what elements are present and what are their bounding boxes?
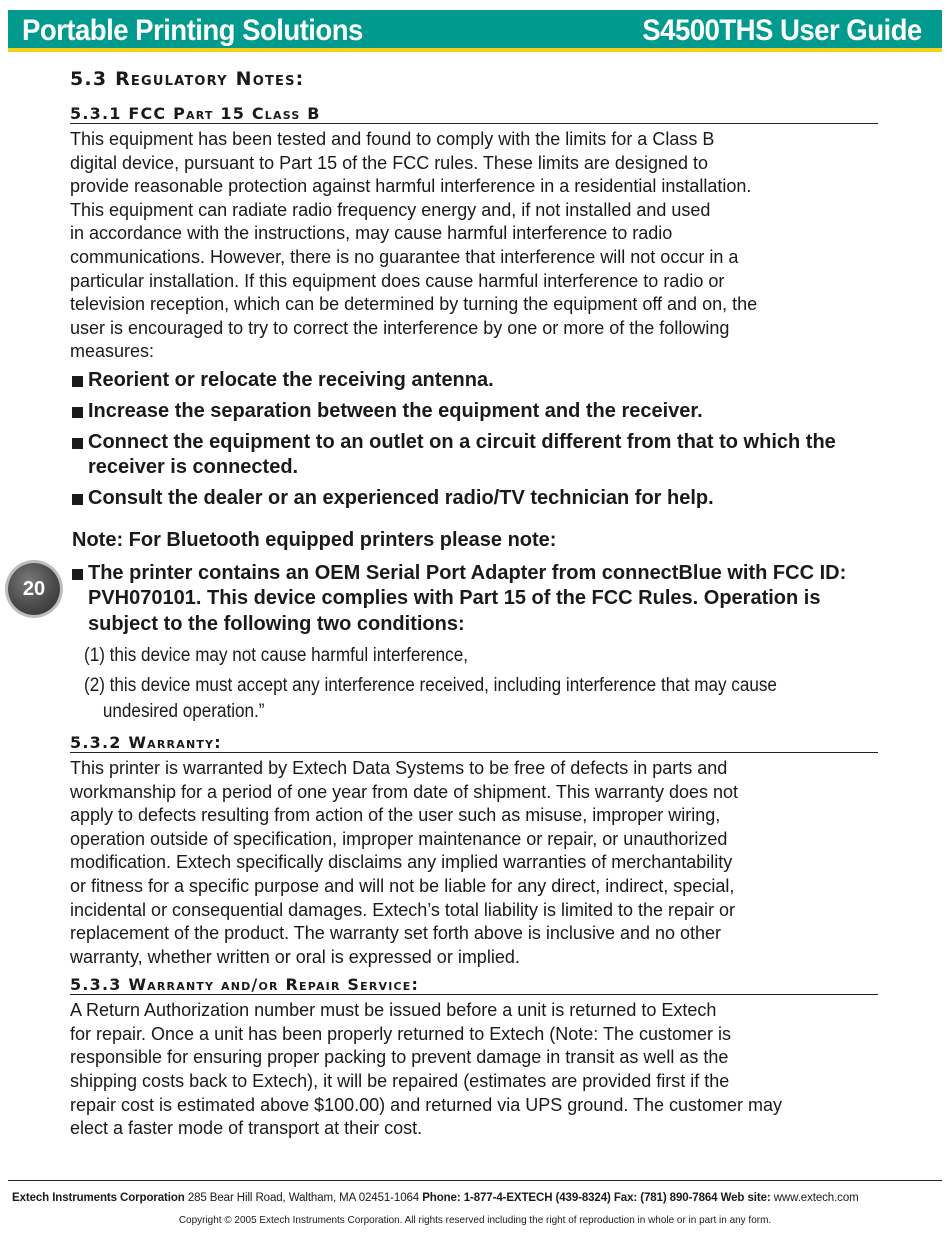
list-item: Increase the separation between the equipment and the receiver. (70, 399, 880, 425)
warranty-paragraph (70, 757, 880, 969)
fcc-paragraph (70, 128, 880, 364)
square-bullet-icon (72, 494, 83, 505)
repair-line: repair cost is estimated above $100.00) and returned via UPS ground. The customer may (70, 1094, 783, 1115)
footer-website-link[interactable]: www.extech.com (773, 1192, 859, 1204)
main-content (70, 68, 880, 1141)
repair-line: responsible for ensuring proper packing to prevent damage in transit as well as the (70, 1047, 729, 1068)
condition-1: (1) this device may not cause harmful interference, (84, 644, 468, 666)
warranty-line: operation outside of specification, improper maintenance or repair, or unauthorized (70, 828, 728, 849)
square-bullet-icon (72, 438, 83, 449)
warranty-line: modification. Extech specifically disclaims any implied warranties of merchantability (70, 852, 733, 873)
repair-subsection-title: 5.3.3 Warranty and/or Repair Service: (70, 975, 878, 995)
repair-line: A Return Authorization number must be issued before a unit is returned to Extech (70, 1000, 717, 1021)
square-bullet-icon (72, 407, 83, 418)
footer-fax-label: Fax: (613, 1192, 638, 1204)
fcc-line: digital device, pursuant to Part 15 of the FCC rules. These limits are designed to (70, 152, 708, 173)
warranty-line: incidental or consequential damages. Extech’s total liability is limited to the repair or (70, 899, 736, 920)
fcc-line: This equipment has been tested and found to comply with the limits for a Class B (70, 129, 715, 149)
measures-list (70, 368, 880, 512)
warranty-line: replacement of the product. The warranty set forth above is inclusive and no other (70, 923, 722, 944)
repair-line: for repair. Once a unit has been properly returned to Extech (Note: The customer is (70, 1023, 732, 1044)
list-item: The printer contains an OEM Serial Port Adapter from connectBlue with FCC ID: PVH070101. This device complies with Part 15 of the FCC Rules. Operation is subject to the following two conditions: (70, 561, 880, 638)
repair-paragraph (70, 999, 880, 1141)
fcc-line: television reception, which can be determined by turning the equipment off and on, the (70, 294, 758, 315)
warranty-line: or fitness for a specific purpose and will not be liable for any direct, indirect, special, (70, 875, 735, 896)
square-bullet-icon (72, 569, 83, 580)
warranty-subsection-title: 5.3.2 Warranty: (70, 733, 878, 753)
warranty-line: workmanship for a period of one year from date of shipment. This warranty does not (70, 781, 739, 802)
fcc-line: in accordance with the instructions, may cause harmful interference to radio (70, 223, 673, 244)
bluetooth-list (70, 561, 880, 638)
footer-phone-label: Phone: (422, 1192, 461, 1204)
warranty-line: warranty, whether written or oral is expressed or implied. (70, 946, 520, 967)
repair-line: shipping costs back to Extech), it will be repaired (estimates are provided first if the (70, 1071, 730, 1092)
page-header (8, 10, 942, 52)
header-right-title: S4500THS User Guide (642, 14, 922, 47)
fcc-line: communications. However, there is no guarantee that interference will not occur in a (70, 246, 739, 267)
warranty-line: This printer is warranted by Extech Data Systems to be free of defects in parts and (70, 757, 728, 778)
page-number-badge: 20 (8, 563, 60, 615)
bluetooth-note-heading: Note: For Bluetooth equipped printers please note: (72, 528, 557, 551)
footer-company: Extech Instruments Corporation (12, 1192, 185, 1204)
footer-fax: (781) 890-7864 (640, 1192, 718, 1204)
square-bullet-icon (72, 376, 83, 387)
footer-web-label: Web site: (720, 1192, 771, 1204)
footer-divider (8, 1180, 942, 1181)
fcc-line: user is encouraged to try to correct the interference by one or more of the following (70, 317, 730, 338)
list-item: Consult the dealer or an experienced radio/TV technician for help. (70, 486, 880, 512)
fcc-line: particular installation. If this equipment does cause harmful interference to radio or (70, 270, 725, 291)
warranty-line: apply to defects resulting from action of the user such as misuse, improper wiring, (70, 805, 721, 826)
condition-2: (2) this device must accept any interference received, including interference that may cause undesired operation.” (84, 674, 777, 722)
header-left-title: Portable Printing Solutions (22, 14, 363, 47)
footer-phone: 1-877-4-EXTECH (439-8324) (463, 1192, 611, 1204)
fcc-subsection-title: 5.3.1 FCC Part 15 Class B (70, 104, 878, 124)
list-item: Reorient or relocate the receiving antenna. (70, 368, 880, 394)
footer-contact (12, 1192, 940, 1204)
fcc-line: measures: (70, 341, 155, 362)
repair-line: elect a faster mode of transport at their cost. (70, 1118, 423, 1139)
section-title: 5.3 Regulatory Notes: (70, 68, 305, 90)
fcc-line: This equipment can radiate radio frequency energy and, if not installed and used (70, 199, 711, 220)
fcc-line: provide reasonable protection against harmful interference in a residential installation. (70, 176, 752, 197)
footer-address: 285 Bear Hill Road, Waltham, MA 02451-1064 (187, 1192, 420, 1204)
list-item: Connect the equipment to an outlet on a circuit different from that to which the receiver is connected. (70, 430, 880, 481)
footer-copyright: Copyright © 2005 Extech Instruments Corporation. All rights reserved including the right of reproduction in whole or in part in any form. (178, 1214, 772, 1226)
